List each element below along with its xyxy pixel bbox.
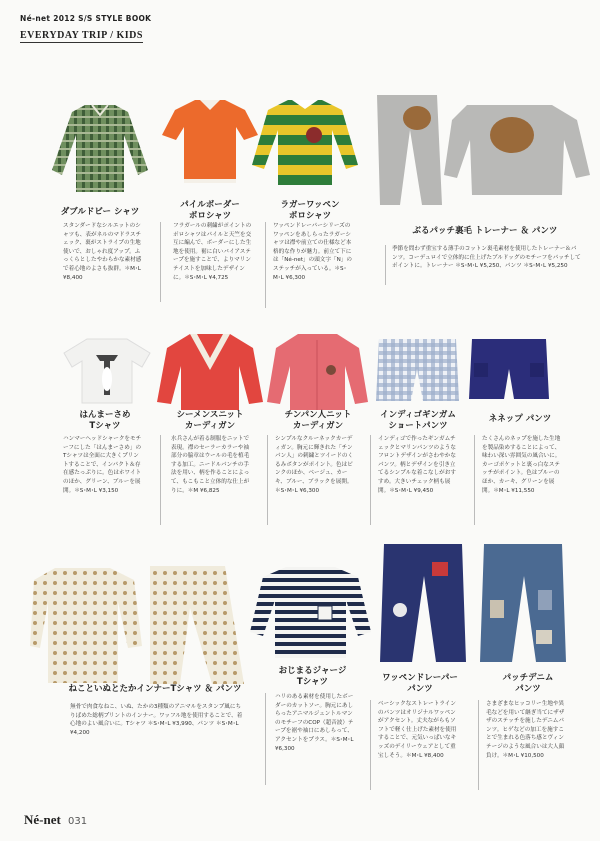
item-title-11: おじまるジャージ Tシャツ [278,666,347,687]
divider [385,245,386,285]
page-header [20,14,320,43]
page-number: 031 [68,816,88,827]
bulldog-set-image [372,90,592,210]
item-title-7: チンパン人ニット カーディガン [284,410,352,431]
item-title-10: ねこといぬとたかインナーTシャツ ＆ パンツ [68,684,242,694]
navy-shorts-image [468,335,550,405]
patch-denim-image [478,540,568,665]
divider [267,435,268,525]
item-desc-5: ハンマーヘッドシャークをモチーフにした「はんまーさめ」のTシャツは全面に大きくプリントすることで、インパクト＆存在感たっぷりに。色はホワイトのほか、グリーン、ブルーを展開。＊S･M･L ¥3,150 [63,436,142,494]
pink-cardigan-image [265,330,370,415]
item-title-8: インディゴギンガム ショートパンツ [380,410,456,431]
item-desc-10: 無骨で肉食なねこ、いぬ、たかの3種類のアニマルをスタンプ風にちりばめた総柄プリントのインナー。ワッフル地を使用することで、着心地のよい風合いに。Tシャツ ＊S･M･L ¥3,990、パンツ ＊S･M･L ¥4,200 [70,704,243,736]
item-desc-11: ハリのある素材を使用したボーダーのカットソー。胸元にあしらったアニマルジェントルマンのモチーフのCOP（超音波）テープを裾や袖口にあしらって、アクセントをプラス。＊S･M･L ¥6,300 [275,694,354,752]
wappen-pants-image [378,540,468,665]
footer-logo: Né-net [24,812,61,827]
striped-jersey-image [248,562,373,662]
item-desc-7: シンプルなクルーネックカーディガン。胸元に輝きれた「チンパン人」の刺繍とツイードのくるみボタンがポイント。色はピンクのほか、ベージュ、カーキ、ブルー、ブラックを展開。＊S･M･L ¥6,300 [275,436,354,494]
item-title-5: はんまーさめ Tシャツ [79,410,131,431]
divider [474,435,475,525]
item-desc-8: インディゴで作ったギンガムチェックとマリンパンツのようなフロントデザインがさわやかなパンツ。柄とデザインを引き立てるシンプルな着こなしがおすすめ。大きいチェック柄も展開。＊S･M･L ¥9,450 [378,436,456,494]
item-desc-4: 季節を問わず重宝する薄手のコットン裏毛素材を使用したトレーナー＆パンツ。コーデュロイで立体的に仕上げたブルドッグのモチーフをパッチしてポイントに。トレーナー ＊S･M･L ¥5,250、パンツ ＊S･M･L ¥5,250 [392,246,581,270]
item-title-12: ワッペンドレーパー パンツ [382,673,458,694]
page-footer [24,812,87,828]
divider [265,693,266,785]
divider [478,700,479,790]
sailor-cardigan-image [155,330,265,415]
animal-inner-set-image [30,558,245,688]
item-title-6: シーメンスニット カーディガン [176,410,244,431]
rugby-polo-image [250,95,360,190]
item-desc-6: 水兵さんが着る制服をニットで表現。襟のセーラーカラーや袖部分の脇章はウールの毛を植毛する加工。ニードルパンチの手法を用い、柄を作ることによって、もこもこと立体的な仕上がりに。＊M ¥6,825 [171,436,250,494]
divider [370,435,371,525]
item-desc-9: たくさんのネップを施した生地を製品染めすることによって、味わい深い雰囲気の風合いに。カーゴポケットと裏っ白なステッチがポイント。色はブルーのほか、カーキ、グリーンを展開。＊M･L ¥11,550 [482,436,561,494]
item-title-2: パイルボーダー ポロシャツ [180,200,240,221]
divider [160,222,161,302]
item-desc-12: ベーシックなストレートラインのパンツはオリジナルワッペンがアクセント。丈夫ながらもソフトで軽く仕上げた素材を使用することで、元気いっぱいなキッズのデイリーウェアとして重宝しそう。＊M･L ¥8,400 [378,701,457,759]
shark-tshirt-image [62,335,152,405]
item-title-13: パッチデニム パンツ [502,673,554,694]
gingham-shorts-image [375,335,460,405]
magazine-title: Né-net 2012 S/S STYLE BOOK [20,14,152,23]
item-desc-2: フラガールの刺繍がポイントのポロシャツはパイルと天竺を交互に編んで、ボーダーにした生地を使用。裾に白いバイアステープを施すことで、よりマリンテイストを加味したデザインに。＊S･M･L ¥4,725 [173,223,252,281]
item-desc-3: ワッペンドレーパーシリーズのワッペンをあしらったラガーシャツは襟や前立ての仕様など本格的な作りが魅力。前立て下には「Né-net」の頭文字「N」のステッチが入っている。＊S･M･L ¥6,300 [273,223,352,281]
divider [160,435,161,525]
plaid-shirt-image [50,100,150,195]
item-desc-1: スタンダードなシルエットのシャツも、表がネルのマドラスチェック、裏がストライプの生地使いで、おしゃれ度アップ。ふっくらとしたやわらかな素材感で着心地のよさも抜群。＊M･L ¥8,400 [63,223,142,281]
item-title-4: ぶるパッチ裏毛 トレーナー ＆ パンツ [412,226,558,236]
orange-polo-image [160,95,260,190]
divider [370,700,371,790]
item-title-1: ダブルドビー シャツ [60,207,140,217]
item-desc-13: さまざまなヒッコリー生地や異毛などを用いて継ぎ当てにザザザのステッチを施したデニムパンツ。ヒゲなどの加工を施すことで生まれる色落ち感とヴィンテージのような風合いは大人顔負け。＊M･L ¥10,500 [486,701,565,759]
section-title: EVERYDAY TRIP / KIDS [20,30,143,41]
item-title-3: ラガーワッペン ポロシャツ [280,200,340,221]
item-title-9: ネネップ パンツ [488,414,552,424]
divider [265,222,266,308]
